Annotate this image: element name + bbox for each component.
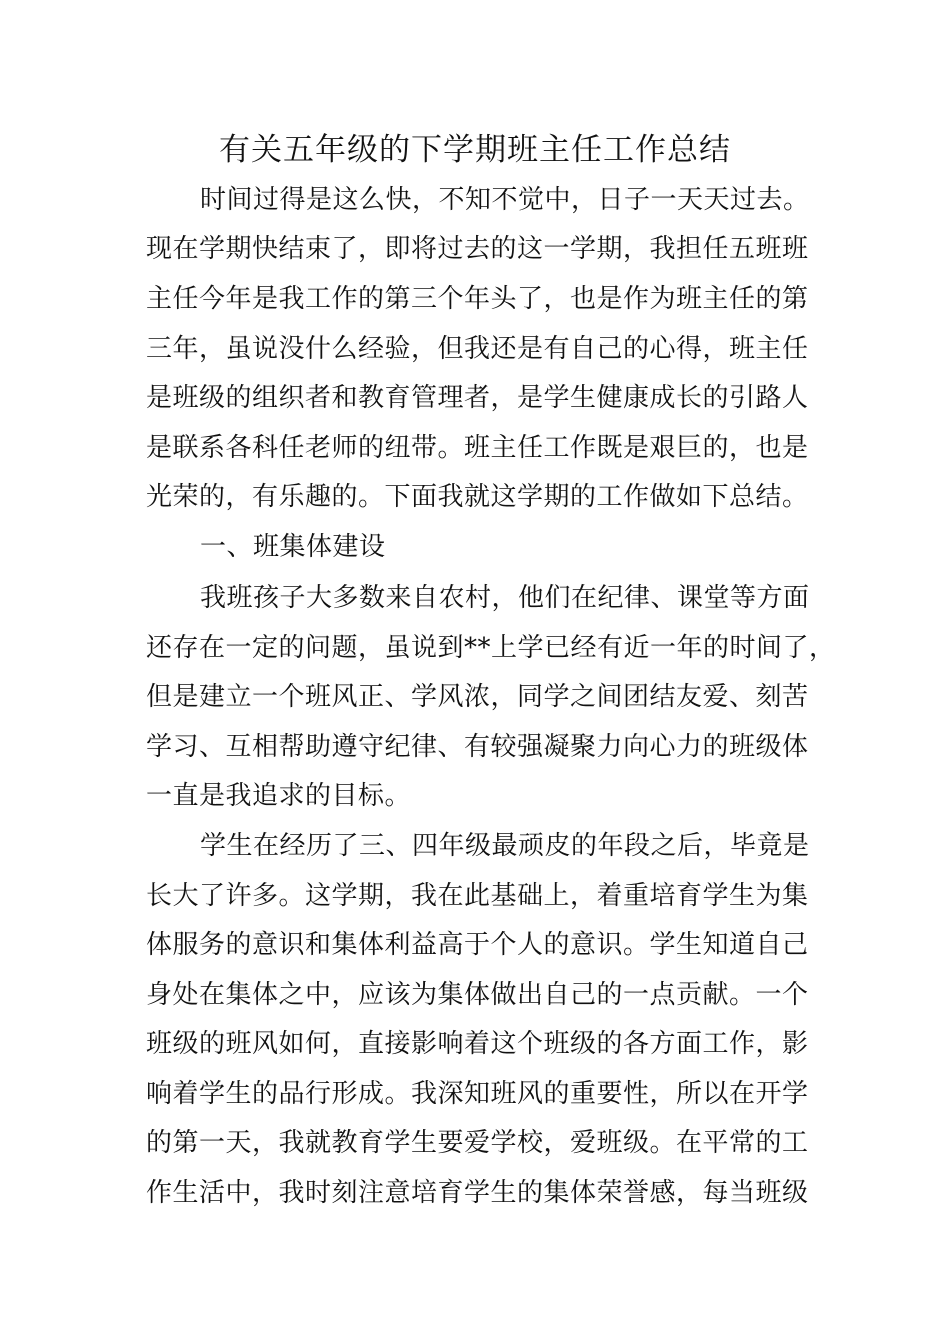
paragraph-line: 我班孩子大多数来自农村，他们在纪律、课堂等方面 (200, 583, 810, 613)
paragraph-line: 班级的班风如何，直接影响着这个班级的各方面工作，影 (146, 1029, 809, 1059)
paragraph-line: 还存在一定的问题，虽说到**上学已经有近一年的时间了， (146, 633, 836, 663)
paragraph-line: 身处在集体之中，应该为集体做出自己的一点贡献。一个 (146, 980, 809, 1010)
paragraph-line: 现在学期快结束了，即将过去的这一学期，我担任五班班 (146, 234, 809, 264)
paragraph-line: 三年，虽说没什么经验，但我还是有自己的心得，班主任 (146, 334, 809, 364)
paragraph-line: 光荣的，有乐趣的。下面我就这学期的工作做如下总结。 (146, 482, 809, 512)
document-title: 有关五年级的下学期班主任工作总结 (219, 132, 731, 168)
paragraph-line: 响着学生的品行形成。我深知班风的重要性，所以在开学 (146, 1079, 809, 1109)
paragraph-line: 但是建立一个班风正、学风浓，同学之间团结友爱、刻苦 (146, 682, 809, 712)
paragraph-line: 是联系各科任老师的纽带。班主任工作既是艰巨的，也是 (146, 433, 809, 463)
paragraph-line: 的第一天，我就教育学生要爱学校，爱班级。在平常的工 (146, 1128, 809, 1158)
paragraph-line: 学习、互相帮助遵守纪律、有较强凝聚力向心力的班级体 (146, 732, 809, 762)
paragraph-line: 是班级的组织者和教育管理者，是学生健康成长的引路人 (146, 383, 809, 413)
paragraph-line: 长大了许多。这学期，我在此基础上，着重培育学生为集 (146, 881, 809, 911)
paragraph-line: 作生活中，我时刻注意培育学生的集体荣誉感，每当班级 (146, 1178, 809, 1208)
paragraph-line: 体服务的意识和集体利益高于个人的意识。学生知道自己 (146, 930, 809, 960)
paragraph-line: 学生在经历了三、四年级最顽皮的年段之后，毕竟是 (200, 831, 810, 861)
section-heading: 一、班集体建设 (200, 532, 386, 562)
paragraph-line: 一直是我追求的目标。 (146, 781, 412, 811)
paragraph-line: 主任今年是我工作的第三个年头了，也是作为班主任的第 (146, 284, 809, 314)
paragraph-line: 时间过得是这么快，不知不觉中，日子一天天过去。 (200, 185, 810, 215)
